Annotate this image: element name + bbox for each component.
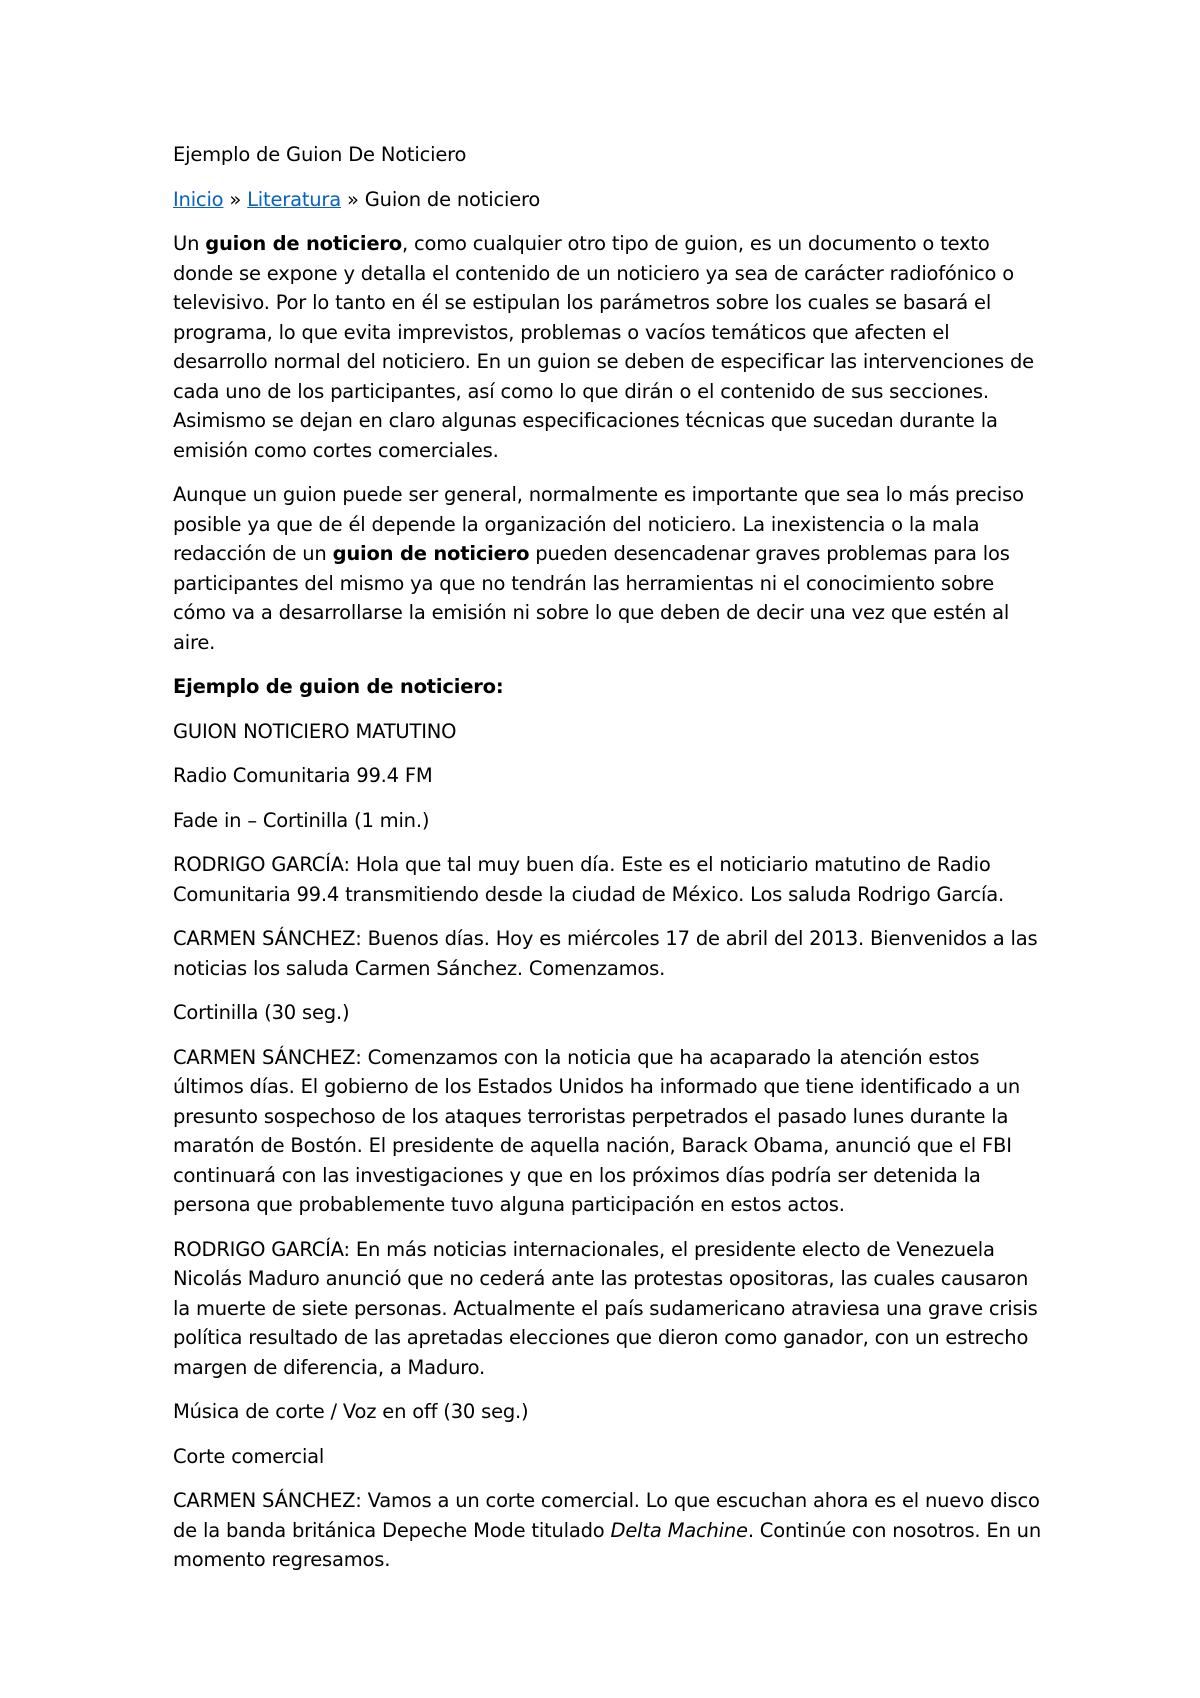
music-cut-cue: Música de corte / Voz en off (30 seg.) [173,1400,529,1423]
breadcrumb-separator: » [223,187,248,211]
commercial-cue: Corte comercial [173,1444,325,1468]
example-heading-text: Ejemplo de guion de noticiero: [173,675,504,698]
script-line-rodrigo-2: RODRIGO GARCÍA: En más noticias internacionales, el presidente electo de Venezuela Nicolás Maduro anunció que no cederá ante las protestas opositoras, las cuales causaron la muerte de siete personas. Actualmente el país sudamericano atraviesa una grave crisis política resultado de las apretadas elecciones que dieron como ganador, con un estrecho margen de diferencia, a Maduro. [173,1237,1038,1379]
script-line-carmen-3 [173,1486,1043,1575]
station-name: Radio Comunitaria 99.4 FM [173,764,433,787]
album-title: Delta Machine [610,1518,748,1542]
line5-text-rest: . Continúe con nosotros. En un momento regresamos. [173,1518,1041,1571]
line5-text-start: CARMEN SÁNCHEZ: Vamos a un corte comercial. Lo que escuchan ahora es el nuevo disco de la banda británica Depeche Mode titulado [173,1489,1040,1542]
document-title: Ejemplo de Guion De Noticiero [173,143,467,166]
breadcrumb-current: Guion de noticiero [364,187,541,211]
document-page [173,140,1043,1590]
intro-text-rest: , como cualquier otro tipo de guion, es un documento o texto donde se expone y detalla el contenido de un noticiero ya sea de carácter radiofónico o televisivo. Por lo tanto en él se estipulan los parámetros sobre los cuales se basará el programa, lo que evita imprevistos, problemas o vacíos temáticos que afecten el desarrollo normal del noticiero. En un guion se deben de especificar las intervenciones de cada uno de los participantes, así como lo que dirán o el contenido de sus secciones. Asimismo se dejan en claro algunas especificaciones técnicas que sucedan durante la emisión como cortes comerciales. [173,232,1034,462]
second-text-start: Aunque un guion puede ser general, normalmente es importante que sea lo más preciso posible ya que de él depende la organización del noticiero. La inexistencia o la mala redacción de un [173,483,1024,565]
breadcrumb-category-link[interactable]: Literatura [247,187,342,211]
fade-in-cue: Fade in – Cortinilla (1 min.) [173,808,430,832]
second-bold-term: guion de noticiero [332,542,530,565]
intro-paragraph [173,229,1043,465]
example-heading [173,672,1043,702]
script-line-carmen-2: CARMEN SÁNCHEZ: Comenzamos con la noticia que ha acaparado la atención estos últimos días. El gobierno de los Estados Unidos ha informado que tiene identificado a un presunto sospechoso de los ataques terroristas perpetrados el pasado lunes durante la maratón de Bostón. El presidente de aquella nación, Barack Obama, anunció que el FBI continuará con las investigaciones y que en los próximos días podría ser detenida la persona que probablemente tuvo alguna participación en estos actos. [173,1045,1021,1216]
breadcrumb-separator: » [341,187,365,211]
second-text-rest: pueden desencadenar graves problemas para los participantes del mismo ya que no tendrán las herramientas ni el conocimiento sobre cómo va a desarrollarse la emisión ni sobre lo que deben de decir una vez que estén al aire. [173,542,1010,654]
second-paragraph [173,480,1043,657]
breadcrumb-home-link[interactable]: Inicio [173,187,224,211]
breadcrumb [173,185,1043,215]
cortinilla-cue: Cortinilla (30 seg.) [173,1001,350,1024]
intro-bold-term: guion de noticiero [205,232,402,255]
intro-text-start: Un [173,232,206,255]
script-line-carmen-1: CARMEN SÁNCHEZ: Buenos días. Hoy es miércoles 17 de abril del 2013. Bienvenidos a las noticias los saluda Carmen Sánchez. Comenzamos. [173,927,1038,980]
script-title: GUION NOTICIERO MATUTINO [173,719,457,743]
script-line-rodrigo-1: RODRIGO GARCÍA: Hola que tal muy buen día. Este es el noticiario matutino de Radio Comunitaria 99.4 transmitiendo desde la ciudad de México. Los saluda Rodrigo García. [173,853,1005,906]
